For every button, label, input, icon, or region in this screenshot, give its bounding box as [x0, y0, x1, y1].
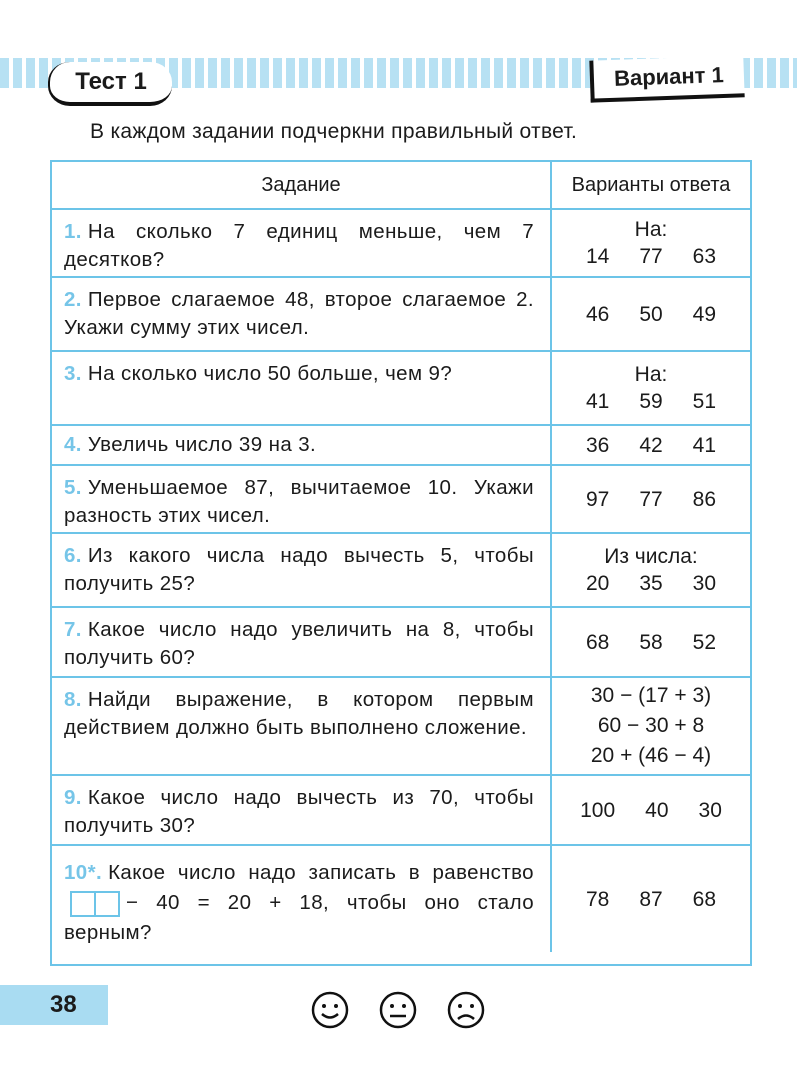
answers-9: [552, 776, 750, 846]
answer-option[interactable]: 20: [585, 572, 610, 595]
instruction: В каждом задании подчеркни правильный ответ.: [90, 120, 578, 143]
answer-option[interactable]: 77: [639, 487, 663, 511]
answers-4: [552, 426, 750, 466]
task-8: [52, 678, 552, 776]
answer-option[interactable]: 30 − (17 + 3): [590, 684, 712, 707]
answer-option[interactable]: 41: [585, 390, 610, 413]
task-2: [52, 278, 552, 352]
answer-option[interactable]: 59: [639, 390, 663, 413]
task-text: На сколько число 50 больше, чем 9?: [87, 362, 453, 385]
answer-option[interactable]: 35: [639, 572, 663, 595]
answers-2: [552, 278, 750, 352]
answer-option[interactable]: 41: [692, 433, 717, 457]
task-number: 2.: [64, 288, 82, 311]
answer-option[interactable]: 30: [698, 798, 722, 822]
task-number: 7.: [64, 618, 82, 641]
answers-8: [552, 678, 750, 776]
page-number: 38: [0, 985, 108, 1025]
task-5: [52, 466, 552, 534]
answer-prefix: На:: [634, 363, 668, 386]
header-task: Задание: [52, 162, 552, 210]
task-number: 4.: [64, 433, 82, 456]
task-text: Уменьшаемое 87, вычитаемое 10. Укажи разность этих чисел.: [64, 476, 534, 527]
answer-option[interactable]: 14: [585, 245, 610, 268]
mood-faces: [310, 990, 486, 1030]
answer-option[interactable]: 50: [639, 302, 663, 326]
task-6: [52, 534, 552, 608]
answer-option[interactable]: 87: [639, 887, 663, 911]
answer-option[interactable]: 68: [692, 887, 717, 911]
answer-option[interactable]: 46: [585, 302, 610, 326]
answer-option[interactable]: 52: [692, 630, 717, 654]
task-9: [52, 776, 552, 846]
task-text: Какое число надо вычесть из 70, чтобы получить 30?: [64, 786, 534, 837]
answer-option[interactable]: 78: [585, 887, 610, 911]
answer-prefix: На:: [634, 218, 668, 241]
task-1: [52, 210, 552, 278]
answers-6: [552, 534, 750, 608]
task-3: [52, 352, 552, 426]
sad-face-icon[interactable]: [446, 990, 486, 1030]
task-table: [50, 160, 752, 966]
task-text-after: − 40 = 20 + 18, чтобы оно стало верным?: [64, 891, 534, 944]
task-text: Какое число надо увеличить на 8, чтобы получить 60?: [64, 618, 534, 669]
task-text: Из какого числа надо вычесть 5, чтобы получить 25?: [64, 544, 534, 595]
digit-box[interactable]: [96, 891, 120, 917]
header-answers: Варианты ответа: [552, 162, 750, 210]
answer-boxes[interactable]: [70, 891, 120, 917]
task-text: На сколько 7 единиц меньше, чем 7 десятков?: [64, 220, 534, 271]
task-text: Увеличь число 39 на 3.: [87, 433, 317, 456]
task-number: 1.: [64, 220, 82, 243]
task-4: [52, 426, 552, 466]
answers-1: [552, 210, 750, 278]
answer-option[interactable]: 97: [585, 487, 610, 511]
answer-option[interactable]: 42: [639, 433, 663, 457]
answer-option[interactable]: 30: [692, 572, 717, 595]
task-text: Первое слагаемое 48, второе слагаемое 2. Укажи сумму этих чисел.: [64, 288, 534, 339]
answer-option[interactable]: 36: [585, 433, 610, 457]
task-number: 8.: [64, 688, 82, 711]
answer-option[interactable]: 58: [639, 630, 663, 654]
answers-5: [552, 466, 750, 534]
digit-box[interactable]: [70, 891, 96, 917]
answer-option[interactable]: 60 − 30 + 8: [597, 714, 705, 737]
test-label: Тест 1: [48, 62, 172, 106]
answer-option[interactable]: 63: [692, 245, 717, 268]
task-text-before: Какое число надо записать в равенство: [108, 861, 534, 884]
task-7: [52, 608, 552, 678]
answer-prefix: Из числа:: [604, 545, 698, 568]
answer-option[interactable]: 100: [580, 798, 616, 822]
answers-10: [552, 846, 750, 952]
answer-option[interactable]: 20 + (46 − 4): [590, 744, 712, 767]
task-number: 10*.: [64, 861, 103, 884]
answer-option[interactable]: 86: [692, 487, 717, 511]
answer-option[interactable]: 77: [639, 245, 663, 268]
variant-label: Вариант 1: [589, 55, 744, 102]
answer-option[interactable]: 68: [585, 630, 610, 654]
task-number: 9.: [64, 786, 82, 809]
task-10: [52, 846, 552, 952]
task-number: 3.: [64, 362, 82, 385]
answers-3: [552, 352, 750, 426]
task-text: Найди выражение, в котором первым действием должно быть выполнено сложение.: [64, 688, 534, 739]
task-number: 6.: [64, 544, 82, 567]
answer-option[interactable]: 51: [692, 390, 717, 413]
neutral-face-icon[interactable]: [378, 990, 418, 1030]
answers-7: [552, 608, 750, 678]
answer-option[interactable]: 40: [645, 798, 669, 822]
happy-face-icon[interactable]: [310, 990, 350, 1030]
answer-option[interactable]: 49: [692, 302, 717, 326]
task-number: 5.: [64, 476, 82, 499]
